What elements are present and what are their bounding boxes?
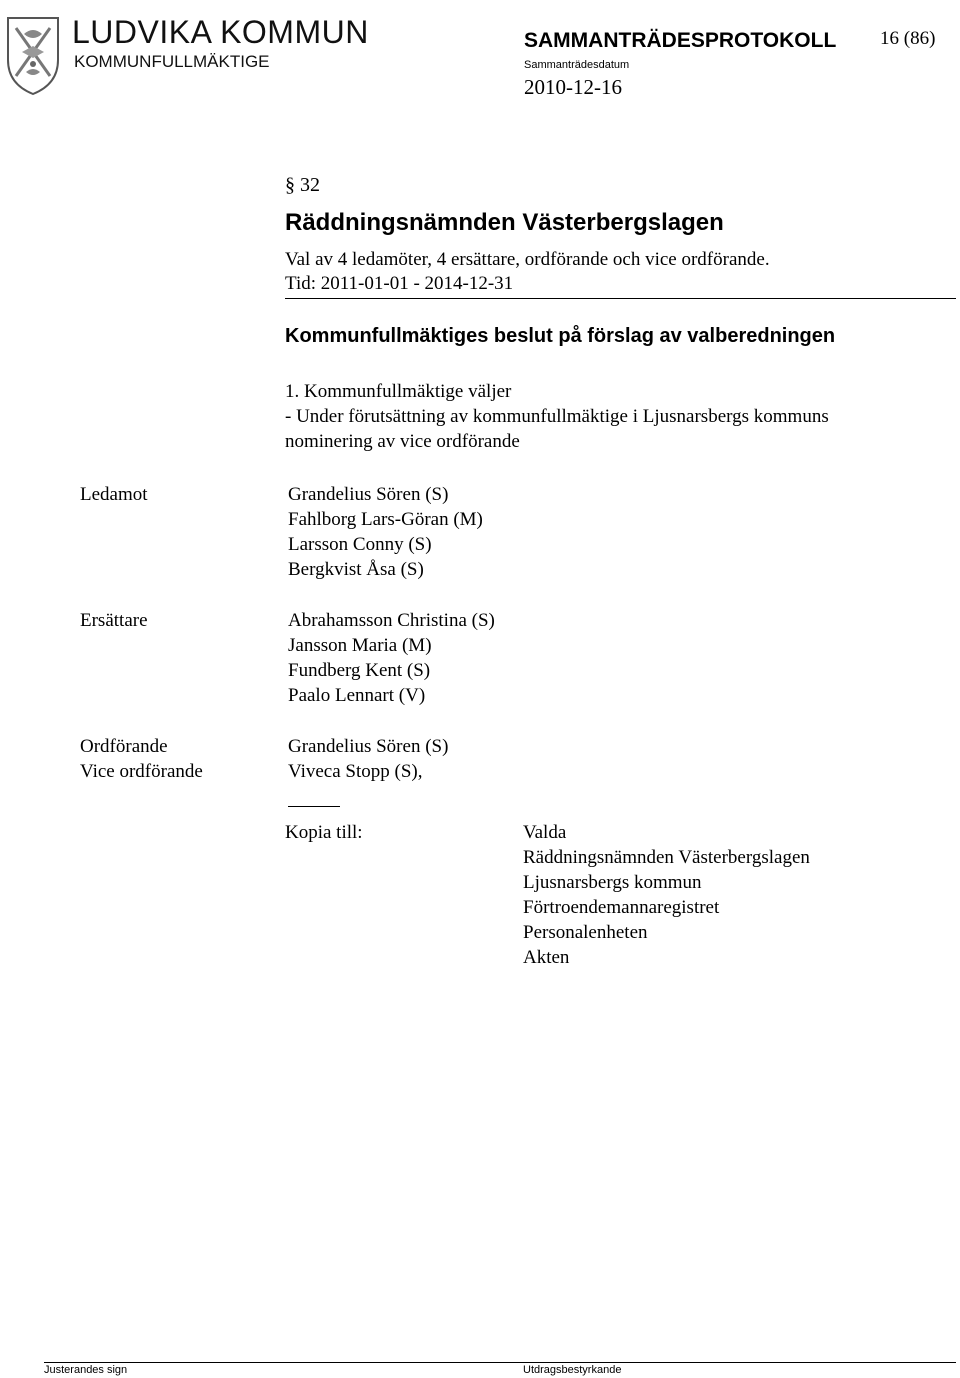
role-label-ledamot: Ledamot [80,484,148,505]
member-name: Bergkvist Åsa (S) [288,559,424,580]
substitute-name: Abrahamsson Christina (S) [288,610,495,631]
organization-body: KOMMUNFULLMÄKTIGE [74,52,270,71]
section-divider [285,298,956,299]
organization-name: LUDVIKA KOMMUN [72,14,369,50]
member-name: Fahlborg Lars-Göran (M) [288,509,483,530]
copy-recipient: Ljusnarsbergs kommun [523,872,702,893]
role-label-ordforande: Ordförande [80,736,168,757]
copy-recipient: Räddningsnämnden Västerbergslagen [523,847,810,868]
page-number: 16 (86) [880,28,936,49]
meeting-date: 2010-12-16 [524,75,622,99]
member-name: Larsson Conny (S) [288,534,432,555]
decision-heading: Kommunfullmäktiges beslut på förslag av valberedningen [285,325,836,347]
section-description-line: Val av 4 ledamöter, 4 ersättare, ordförande och vice ordförande. [285,249,770,270]
substitute-name: Paalo Lennart (V) [288,685,426,706]
decision-line: 1. Kommunfullmäktige väljer [285,381,512,402]
member-name: Grandelius Sören (S) [288,484,449,505]
copy-recipient: Personalenheten [523,922,648,943]
vice-chair-name: Viveca Stopp (S), [288,761,423,782]
footer-divider [44,1362,956,1363]
paragraph-value: 32 [300,174,320,196]
substitute-name: Fundberg Kent (S) [288,660,431,681]
meeting-date-label: Sammanträdesdatum [524,59,630,71]
copy-recipient: Akten [523,947,570,968]
substitute-name: Jansson Maria (M) [288,635,432,656]
role-label-vice-ordforande: Vice ordförande [80,761,203,782]
separator-line [288,806,340,807]
decision-line: - Under förutsättning av kommunfullmäktige i Ljusnarsbergs kommuns [285,406,829,427]
section-description-line: Tid: 2011-01-01 - 2014-12-31 [285,273,514,294]
footer-certification-label: Utdragsbestyrkande [523,1364,622,1376]
decision-line: nominering av vice ordförande [285,431,520,452]
footer-signature-label: Justerandes sign [44,1364,128,1376]
copy-to-label: Kopia till: [285,822,363,843]
paragraph-symbol: § [285,174,295,196]
coat-of-arms-icon [4,14,62,98]
copy-recipient: Förtroendemannaregistret [523,897,720,918]
section-title: Räddningsnämnden Västerbergslagen [285,209,724,236]
chair-name: Grandelius Sören (S) [288,736,449,757]
copy-recipient: Valda [523,822,567,843]
paragraph-number [285,174,320,197]
document-type: SAMMANTRÄDESPROTOKOLL [524,29,837,52]
role-label-ersattare: Ersättare [80,610,148,631]
